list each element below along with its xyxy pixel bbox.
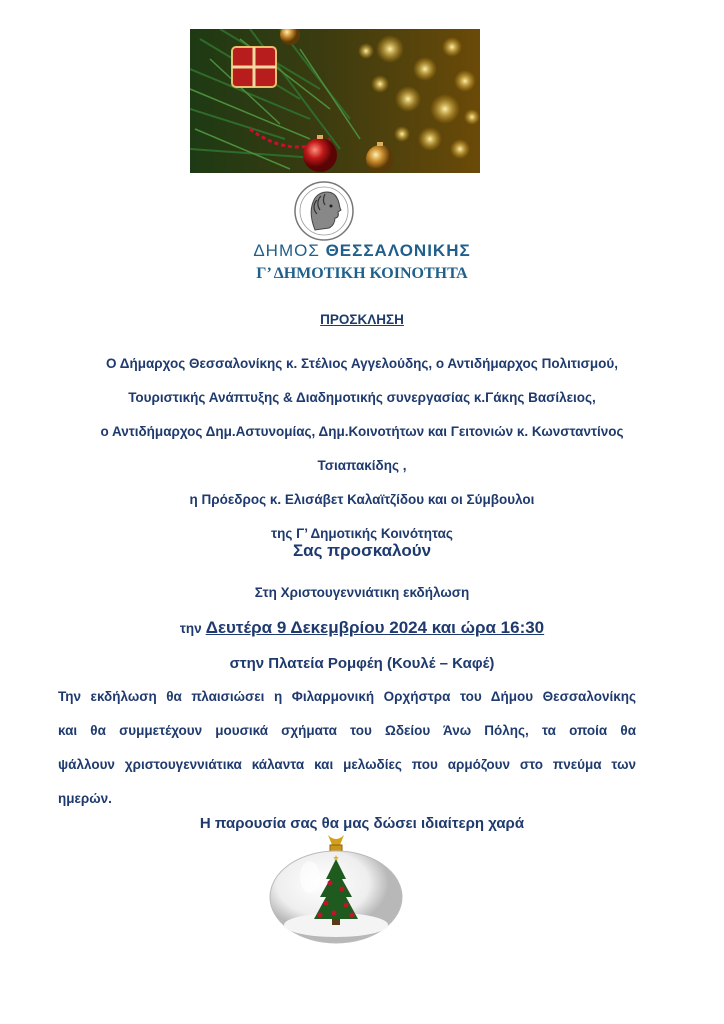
description-line: ψάλλουν χριστουγεννιάτικα κάλαντα και μελωδίες που αρμόζουν στο πνεύμα των (58, 757, 636, 772)
alexander-head-logo-icon (293, 180, 355, 242)
hosts-line: Τουριστικής Ανάπτυξης & Διαδημοτικής συνεργασίας κ.Γάκης Βασίλειος, (128, 390, 596, 405)
hosts-line: ο Αντιδήμαρχος Δημ.Αστυνομίας, Δημ.Κοινοτήτων και Γειτονιών κ. Κωνσταντίνος (100, 424, 624, 439)
community-name: Γ’ ΔΗΜΟΤΙΚΗ ΚΟΙΝΟΤΗΤΑ (256, 265, 468, 282)
christmas-tree-photo (190, 29, 480, 173)
municipality-name (0, 241, 724, 261)
hosts-line: η Πρόεδρος κ. Ελισάβετ Καλαϊτζίδου και οι Σύμβουλοι (189, 492, 535, 507)
hosts-line: Ο Δήμαρχος Θεσσαλονίκης κ. Στέλιος Αγγελούδης, ο Αντιδήμαρχος Πολιτισμού, (106, 356, 618, 371)
hosts-line: της Γ’ Δημοτικής Κοινότητας (271, 526, 453, 541)
description-line: Την εκδήλωση θα πλαισιώσει η Φιλαρμονική Ορχήστρα του Δήμου Θεσσαλονίκης (58, 689, 636, 704)
description-line: ημερών. (58, 791, 112, 806)
date-prefix: την (179, 621, 202, 636)
hosts-line: Τσιαπακίδης , (317, 458, 407, 473)
hosts-block (0, 347, 724, 551)
ornament-ball-icon (268, 833, 404, 945)
date-text: Δευτέρα 9 Δεκεμβρίου 2024 και ώρα 16:30 (205, 618, 545, 637)
invitation-heading: ΠΡΟΣΚΛΗΣΗ (320, 312, 404, 327)
municipality-name-light: ΔΗΜΟΣ (253, 241, 320, 260)
description-line: και θα συμμετέχουν μουσικά σχήματα του Ωδείου Άνω Πόλης, τα οποία θα (58, 723, 636, 738)
event-date (0, 618, 724, 638)
event-description (58, 680, 636, 816)
event-location: στην Πλατεία Ρομφέη (Κουλέ – Καφέ) (229, 655, 495, 672)
closing-line: Η παρουσία σας θα μας δώσει ιδιαίτερη χαρά (199, 815, 525, 832)
event-intro: Στη Χριστουγεννιάτικη εκδήλωση (254, 585, 470, 600)
invite-phrase: Σας προσκαλούν (292, 541, 432, 560)
municipality-name-bold: ΘΕΣΣΑΛΟΝΙΚΗΣ (325, 241, 471, 260)
